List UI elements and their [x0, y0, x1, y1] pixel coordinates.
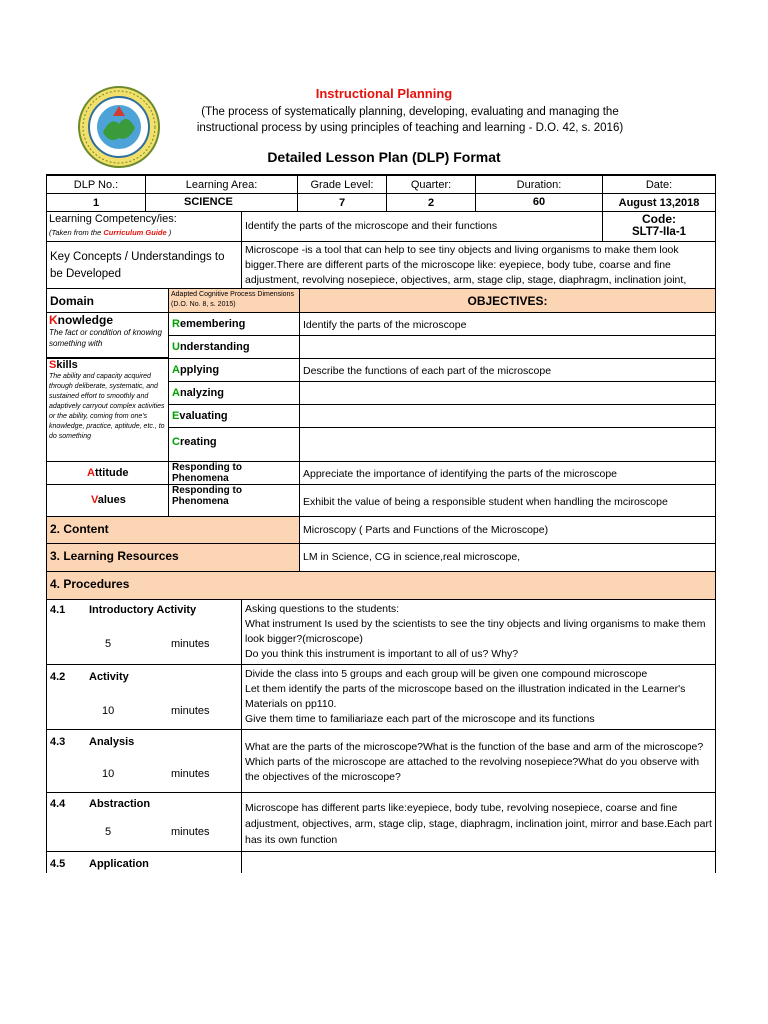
skills-cap: S [49, 359, 57, 371]
procedure-analysis-minutes-label: minutes [171, 768, 210, 780]
dlp-no-value: 1 [46, 193, 146, 212]
attitude-rest: ttitude [94, 467, 129, 479]
competency-text: Identify the parts of the microscope and their functions [241, 211, 603, 242]
procedure-abstraction-title: Abstraction [89, 798, 151, 810]
attitude-cap: A [87, 467, 95, 479]
evaluating-cap: E [172, 410, 180, 422]
competency-note-prefix: (Taken from the [49, 228, 104, 237]
knowledge-cap: K [49, 313, 58, 327]
grade-level-value: 7 [297, 193, 387, 212]
understanding-cap: U [172, 341, 180, 353]
procedure-activity-minutes: 10 [102, 705, 115, 717]
skills-domain-cell [46, 358, 169, 462]
date-label: Date: [602, 174, 716, 194]
content-label: 2. Content [46, 516, 300, 544]
learning-resources-label: 3. Learning Resources [46, 543, 300, 572]
procedures-header: 4. Procedures [46, 571, 716, 600]
quarter-label: Quarter: [386, 174, 476, 194]
applying-label [168, 358, 300, 382]
quarter-value: 2 [386, 193, 476, 212]
learning-area-value: SCIENCE [145, 193, 298, 212]
competency-note [49, 226, 239, 239]
procedure-intro-title: Introductory Activity [89, 604, 197, 616]
key-concepts-text: Microscope -is a tool that can help to see tiny objects and living organisms to make them look bigger.There are different parts of the microscope like: eyepiece, body tube, coarse and fine adjustment, revolving nosepiece, objectives, arm, stage clip, stage, diaphragm, inclination joint, [241, 241, 716, 289]
evaluating-label [168, 404, 300, 428]
competency-label-cell [46, 211, 242, 242]
creating-rest: reating [179, 436, 217, 448]
objectives-header: OBJECTIVES: [299, 288, 716, 313]
procedure-analysis-minutes: 10 [102, 768, 115, 780]
procedure-intro-line-1: Asking questions to the students: [245, 603, 400, 615]
page-header [0, 0, 768, 170]
procedure-activity-cell [46, 664, 242, 730]
analyzing-label [168, 381, 300, 405]
dlp-format-title: Detailed Lesson Plan (DLP) Format [267, 149, 501, 165]
procedure-activity-line-3: Give them time to familiariaze each part of the microscope and its functions [245, 713, 595, 725]
evaluating-objective [299, 404, 716, 428]
creating-label [168, 427, 300, 462]
procedure-analysis-title: Analysis [89, 736, 135, 748]
procedure-activity-title: Activity [89, 671, 129, 683]
procedure-intro-text [241, 599, 716, 665]
attitude-level: Responding to Phenomena [168, 461, 300, 485]
procedure-intro-line-2: What instrument Is used by the scientists to see the tiny objects and living organisms to make them look bigger?(microscope) [245, 618, 706, 645]
procedure-intro-minutes: 5 [105, 638, 112, 650]
values-label [46, 484, 169, 517]
remembering-objective: Identify the parts of the microscope [299, 312, 716, 336]
procedure-application-text [241, 851, 716, 873]
competency-label: Learning Competency/ies: [49, 213, 177, 225]
skills-desc: The ability and capacity acquired through deliberate, systematic, and sustained effort to smoothly and adaptively carryout complex activities or the ability, coming from one's knowledge, practice, aptitude, etc., to do something [49, 373, 165, 440]
cognitive-dimensions-label: Adapted Cognitive Process Dimensions (D.O. No. 8, s. 2015) [168, 288, 300, 313]
applying-objective: Describe the functions of each part of the microscope [299, 358, 716, 382]
duration-value: 60 [475, 193, 603, 212]
procedure-abstraction-num: 4.4 [50, 798, 66, 810]
domain-label: Domain [46, 288, 169, 313]
applying-rest: pplying [179, 364, 220, 376]
values-cap: V [91, 494, 98, 506]
key-concepts-label: Key Concepts / Understandings to be Developed [46, 241, 242, 289]
skills-label [49, 359, 166, 372]
procedure-application-cell [46, 851, 242, 873]
remembering-label [168, 312, 300, 336]
procedure-activity-line-1: Divide the class into 5 groups and each group will be given one compound microscope [245, 668, 648, 680]
attitude-label [46, 461, 169, 485]
content-text: Microscopy ( Parts and Functions of the Microscope) [299, 516, 716, 544]
attitude-objective: Appreciate the importance of identifying the parts of the microscope [299, 461, 716, 485]
duration-label: Duration: [475, 174, 603, 194]
procedure-analysis-cell [46, 729, 242, 793]
instructional-planning-title: Instructional Planning [315, 86, 453, 101]
values-objective: Exhibit the value of being a responsible student when handling the mciroscope [299, 484, 716, 517]
procedure-activity-line-2: Let them identify the parts of the microscope based on the illustration indicated in the Learner's Materials on pp110. [245, 683, 686, 710]
creating-cap: C [172, 436, 180, 448]
code-value: SLT7-IIa-1 [631, 226, 687, 238]
knowledge-domain-cell [46, 312, 169, 358]
procedure-application-num: 4.5 [50, 858, 66, 870]
remembering-cap: R [172, 318, 180, 330]
code-cell [602, 211, 716, 242]
subtitle-line-2: instructional process by using principles of teaching and learning - D.O. 42, s. 2016) [196, 122, 624, 134]
knowledge-label [49, 314, 166, 327]
procedure-intro-minutes-label: minutes [171, 638, 210, 650]
values-rest: alues [97, 494, 126, 506]
understanding-label [168, 335, 300, 359]
procedure-abstraction-text: Microscope has different parts like:eyepiece, body tube, revolving nosepiece, coarse and fine adjustment, objectives, arm, stage clip, stage, diaphragm, inclination joint, mirror and base.Each part has its own function [241, 792, 716, 852]
procedure-activity-num: 4.2 [50, 671, 66, 683]
procedure-intro-cell [46, 599, 242, 665]
applying-cap: A [172, 364, 180, 376]
knowledge-rest: nowledge [57, 313, 114, 327]
procedure-intro-num: 4.1 [50, 604, 66, 616]
procedure-activity-minutes-label: minutes [171, 705, 210, 717]
analyzing-rest: nalyzing [179, 387, 224, 399]
creating-objective [299, 427, 716, 462]
procedure-abstraction-minutes: 5 [105, 826, 112, 838]
knowledge-desc: The fact or condition of knowing something with [49, 328, 162, 348]
competency-note-suffix: ) [166, 228, 172, 237]
procedure-abstraction-cell [46, 792, 242, 852]
procedure-intro-line-3: Do you think this instrument is important to all of us? Why? [245, 648, 519, 660]
code-label: Code: [642, 212, 676, 226]
procedure-abstraction-minutes-label: minutes [171, 826, 210, 838]
understanding-rest: nderstanding [179, 341, 250, 353]
analyzing-cap: A [172, 387, 180, 399]
curriculum-guide-text: Curriculum Guide [103, 228, 167, 237]
skills-rest: kills [56, 359, 78, 371]
dlp-no-label: DLP No.: [46, 174, 146, 194]
procedure-analysis-text: What are the parts of the microscope?What is the function of the base and arm of the microscope? Which parts of the microscope are attached to the revolving nosepiece?What do you observe with the objectives of the microscope? [241, 729, 716, 793]
procedure-application-title: Application [89, 858, 149, 870]
values-level: Responding to Phenomena [168, 484, 300, 517]
procedure-activity-text [241, 664, 716, 730]
learning-area-label: Learning Area: [145, 174, 298, 194]
evaluating-rest: valuating [179, 410, 228, 422]
understanding-objective [299, 335, 716, 359]
procedure-analysis-num: 4.3 [50, 736, 66, 748]
analyzing-objective [299, 381, 716, 405]
learning-resources-text: LM in Science, CG in science,real microscope, [299, 543, 716, 572]
remembering-rest: emembering [179, 318, 246, 330]
header-subtitle [150, 104, 670, 136]
subtitle-line-1: (The process of systematically planning, developing, evaluating and managing the [201, 106, 619, 118]
date-value: August 13,2018 [602, 193, 716, 212]
grade-level-label: Grade Level: [297, 174, 387, 194]
